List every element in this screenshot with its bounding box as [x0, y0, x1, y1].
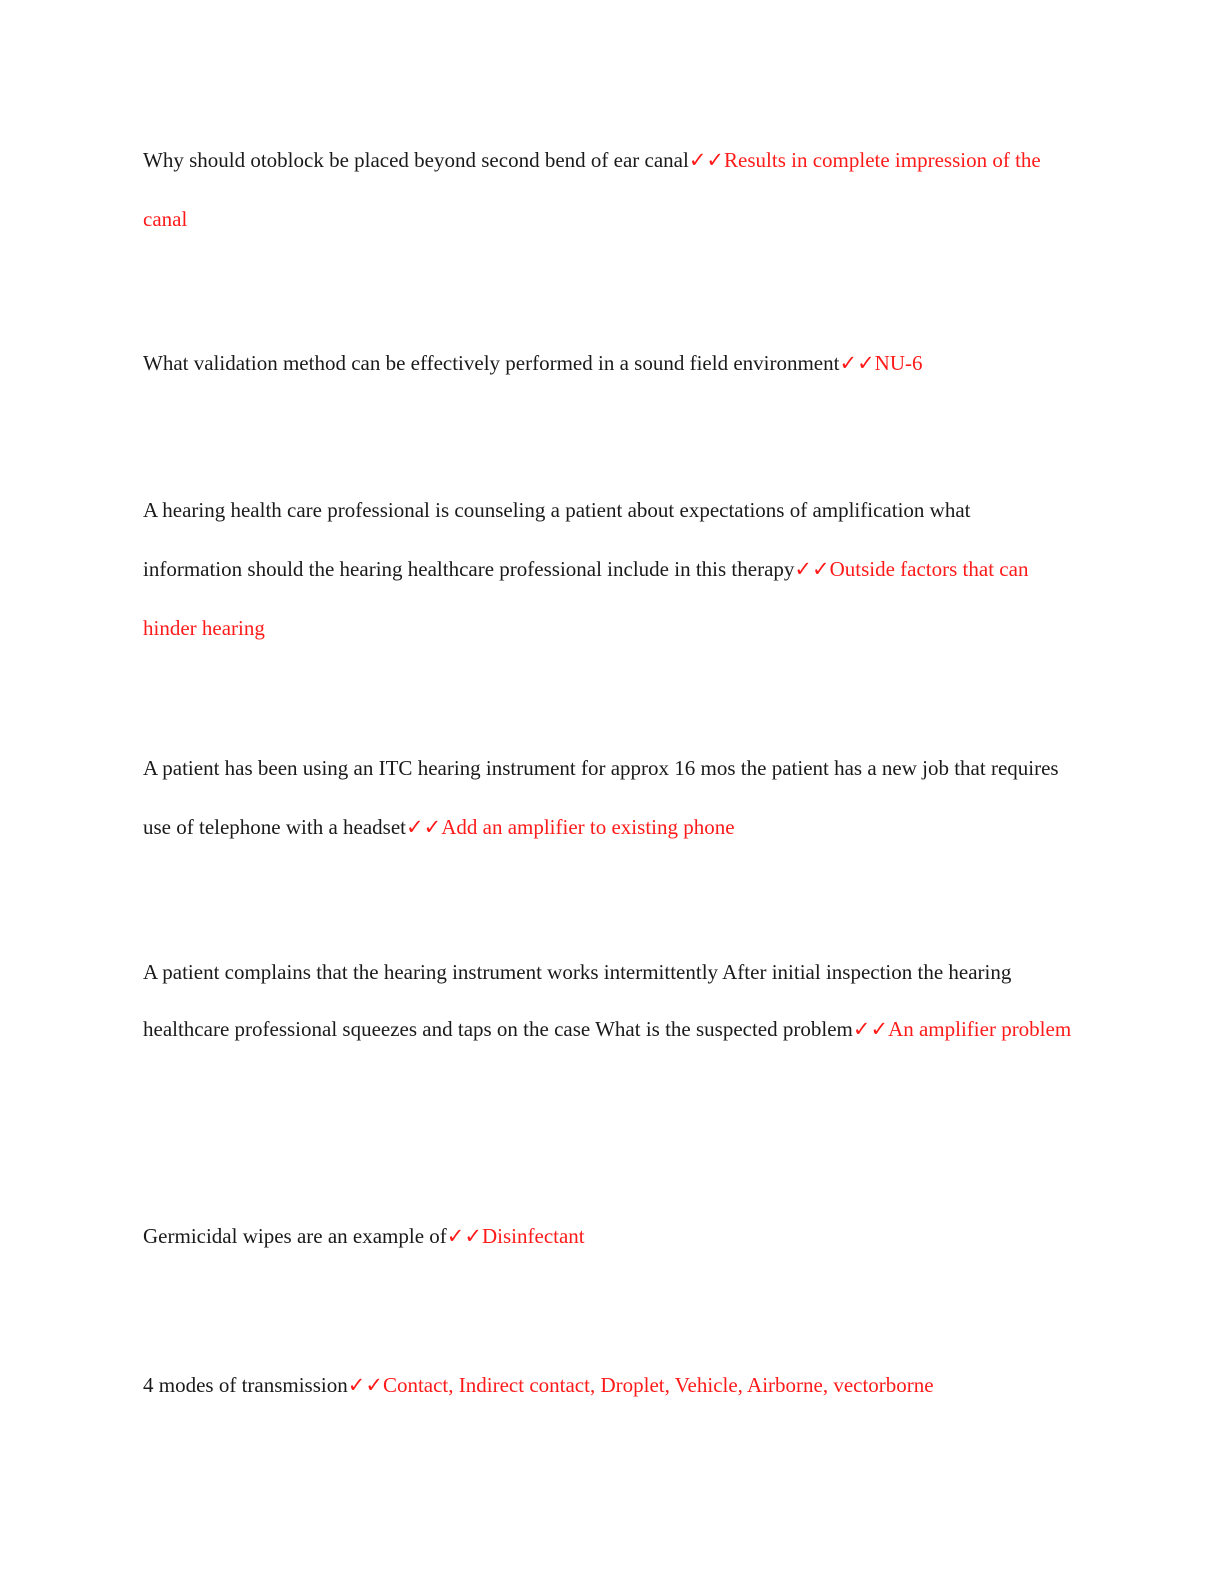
answer-text: Disinfectant: [482, 1224, 585, 1248]
question-text: A hearing health care professional is counseling a patient about expectations of amplification what information should the hearing healthcare professional include in this therapy: [143, 498, 971, 581]
question-text: A patient complains that the hearing instrument works intermittently After initial inspection the hearing healthcare professional squeezes and taps on the case What is the suspected problem: [143, 960, 1012, 1041]
qa-item: [143, 1356, 1073, 1415]
answer-text: Add an amplifier to existing phone: [441, 815, 735, 839]
answer-text: NU-6: [874, 351, 923, 375]
qa-item: [143, 1207, 1073, 1266]
double-check-icon: ✓✓: [406, 815, 442, 839]
qa-item: [143, 131, 1073, 249]
qa-item: [143, 739, 1073, 857]
question-text: A patient has been using an ITC hearing instrument for approx 16 mos the patient has a new job that requires use of telephone with a headset: [143, 756, 1059, 839]
answer-text: Outside factors that can hinder hearing: [143, 557, 1029, 640]
question-text: 4 modes of transmission: [143, 1373, 348, 1397]
double-check-icon: ✓✓: [839, 351, 875, 375]
double-check-icon: ✓✓: [688, 148, 725, 172]
double-check-icon: ✓✓: [794, 557, 830, 581]
answer-text: Results in complete impression of the canal: [143, 148, 1041, 231]
qa-item: [143, 334, 1073, 393]
double-check-icon: ✓✓: [852, 1017, 889, 1041]
qa-item: [143, 481, 1073, 658]
answer-text: Contact, Indirect contact, Droplet, Vehicle, Airborne, vectorborne: [382, 1373, 934, 1397]
question-text: What validation method can be effectively performed in a sound field environment: [143, 351, 840, 375]
double-check-icon: ✓✓: [347, 1373, 383, 1397]
answer-text: An amplifier problem: [888, 1017, 1072, 1041]
question-text: Why should otoblock be placed beyond second bend of ear canal: [143, 148, 689, 172]
double-check-icon: ✓✓: [446, 1224, 482, 1248]
qa-item: [143, 944, 1073, 1058]
question-text: Germicidal wipes are an example of: [143, 1224, 447, 1248]
